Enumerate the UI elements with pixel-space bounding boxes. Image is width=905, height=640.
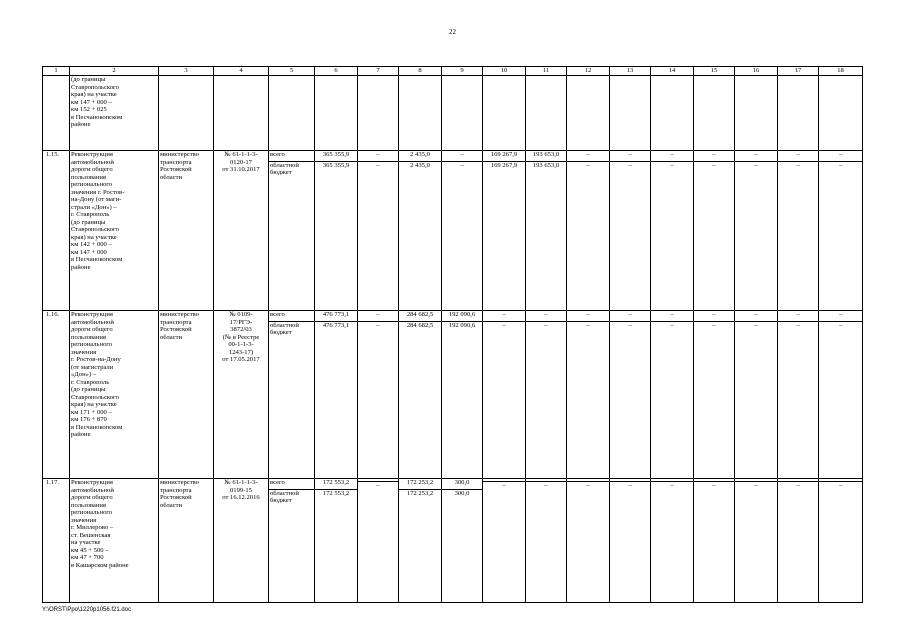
value-regional: – <box>694 481 734 490</box>
value-cell <box>526 479 567 603</box>
value-regional: – <box>610 161 650 170</box>
responsible-org-line: министерство <box>160 311 199 318</box>
value-total: – <box>712 151 716 158</box>
value-total: – <box>376 151 380 158</box>
responsible-org <box>159 151 214 311</box>
object-name <box>70 76 159 151</box>
value-regional: – <box>567 321 609 330</box>
object-name-line: (от магистрали <box>71 363 114 371</box>
value-cell <box>483 76 526 151</box>
value-cell <box>735 311 778 479</box>
funding-source-line: всего <box>270 479 285 486</box>
row-number: 1.15. <box>43 151 70 311</box>
value-cell <box>610 479 651 603</box>
value-total: 169 267,9 <box>490 151 518 158</box>
object-name-line: км 176 + 870 <box>71 416 107 423</box>
responsible-org-line: транспорта <box>160 318 192 326</box>
value-total: – <box>712 311 716 318</box>
value-total: – <box>796 311 800 318</box>
funding-source <box>269 76 315 151</box>
responsible-org-line: транспорта <box>160 158 192 166</box>
value-regional: – <box>735 481 777 490</box>
object-name-line: км 142 + 000 – <box>71 241 112 248</box>
page-number: 22 <box>449 28 456 36</box>
funding-source <box>269 479 315 603</box>
value-regional: – <box>567 161 609 170</box>
header-cell: 13 <box>610 67 651 76</box>
responsible-org <box>159 76 214 151</box>
value-total: – <box>754 311 758 318</box>
responsible-org-line: министерство <box>160 479 199 486</box>
value-cell <box>778 76 819 151</box>
value-cell <box>526 76 567 151</box>
object-name-line: дороги общего <box>71 326 113 333</box>
value-total: 365 355,9 <box>322 151 350 158</box>
responsible-org-line: Ростовской <box>160 494 192 501</box>
object-name <box>70 151 159 311</box>
value-cell <box>315 311 358 479</box>
value-cell <box>526 311 567 479</box>
responsible-org-line: области <box>160 173 183 181</box>
value-cell <box>694 151 735 311</box>
file-path-footer: Y:\ORST\Ppo\1220p1056.f21.doc <box>42 607 132 613</box>
value-cell <box>526 151 567 311</box>
value-cell <box>651 76 694 151</box>
object-name-line: автомобильной <box>71 486 114 494</box>
value-cell <box>315 76 358 151</box>
document-ref <box>214 479 269 603</box>
header-cell: 16 <box>735 67 778 76</box>
object-name-line: регионального <box>71 509 113 516</box>
value-cell <box>399 151 442 311</box>
investment-table <box>42 66 863 603</box>
object-name-line: в Кашарском районе <box>71 561 129 569</box>
value-cell <box>358 151 399 311</box>
value-regional: – <box>735 321 777 330</box>
value-total: – <box>586 311 590 318</box>
funding-source-line: областной <box>270 161 299 169</box>
value-regional: – <box>358 481 398 490</box>
object-name-line: районе <box>71 121 91 128</box>
value-cell <box>651 479 694 603</box>
object-name-line: значения <box>71 516 97 524</box>
document-ref-line: № 61-1-1-3- <box>224 479 258 486</box>
value-cell <box>567 479 610 603</box>
value-regional: 192 090,6 <box>442 321 482 330</box>
header-cell: 10 <box>483 67 526 76</box>
value-cell <box>399 76 442 151</box>
value-total: – <box>754 151 758 158</box>
document-ref-line: № 61-1-1-3- <box>224 151 258 158</box>
object-name-line: Реконструкция <box>71 151 113 158</box>
funding-source-line: бюджет <box>270 497 292 504</box>
object-name-line: дороги общего <box>71 166 113 173</box>
funding-source-line: бюджет <box>270 329 292 336</box>
object-name-line: (до границы <box>71 218 106 226</box>
value-cell <box>610 151 651 311</box>
object-name-line: г. Ростов-на-Дону <box>71 356 121 363</box>
object-name-line: пользования <box>71 501 106 509</box>
funding-source-line: областной <box>270 489 299 497</box>
value-regional: – <box>442 161 482 170</box>
responsible-org-line: области <box>160 333 183 341</box>
value-cell <box>651 311 694 479</box>
table-row <box>43 311 863 479</box>
funding-source-line: областной <box>270 321 299 329</box>
responsible-org-line: транспорта <box>160 486 192 494</box>
value-cell <box>483 479 526 603</box>
funding-source-line: всего <box>270 311 285 318</box>
object-name-line: в Песчанокопском <box>71 113 123 121</box>
value-cell <box>483 151 526 311</box>
value-regional: 300,0 <box>442 489 482 498</box>
responsible-org-line: министерство <box>160 151 199 158</box>
object-name-line: районе <box>71 431 91 438</box>
header-cell: 8 <box>399 67 442 76</box>
value-cell <box>651 151 694 311</box>
value-regional: – <box>483 321 525 330</box>
header-cell: 9 <box>442 67 483 76</box>
value-total: 476 773,1 <box>322 311 350 318</box>
value-regional: – <box>778 321 818 330</box>
table-row <box>43 76 863 151</box>
object-name-line: Ставропольского <box>71 393 119 401</box>
object-name-line: Ставропольского <box>71 226 119 233</box>
value-cell <box>399 311 442 479</box>
value-regional: – <box>651 321 693 330</box>
value-cell <box>694 311 735 479</box>
value-regional: – <box>778 481 818 490</box>
document-ref <box>214 76 269 151</box>
object-name-line: автомобильной <box>71 158 114 166</box>
object-name-line: км 171 + 000 – <box>71 408 112 416</box>
document-ref-line: 3872/03 <box>230 326 252 333</box>
responsible-org-line: области <box>160 501 183 509</box>
header-cell: 17 <box>778 67 819 76</box>
value-cell <box>442 151 483 311</box>
document-ref <box>214 151 269 311</box>
header-cell: 4 <box>214 67 269 76</box>
value-regional: – <box>694 161 734 170</box>
value-cell <box>735 76 778 151</box>
value-cell <box>819 311 863 479</box>
object-name-line: (до границы <box>71 386 106 393</box>
object-name-line: края) на участке <box>71 91 117 98</box>
object-name-line: пользования <box>71 173 106 181</box>
object-name-line: г. Ставрополь <box>71 378 110 386</box>
document-ref-line: 0199-15 <box>230 486 252 494</box>
value-total: – <box>838 311 843 318</box>
header-cell: 7 <box>358 67 399 76</box>
value-cell <box>567 76 610 151</box>
document-ref-line: 0120-17 <box>230 158 252 166</box>
value-regional: – <box>358 161 398 170</box>
value-cell <box>819 76 863 151</box>
value-cell <box>315 479 358 603</box>
row-number <box>43 76 70 151</box>
header-cell: 14 <box>651 67 694 76</box>
value-regional: – <box>651 481 693 490</box>
object-name-line: км 147 + 000 <box>71 248 107 256</box>
object-name-line: км 47 + 700 <box>71 554 104 561</box>
object-name-line: автомобильной <box>71 318 114 326</box>
document-ref-line: (№ в Реестре <box>222 333 260 341</box>
value-regional: – <box>694 321 734 330</box>
value-regional: – <box>778 161 818 170</box>
header-cell: 11 <box>526 67 567 76</box>
object-name-line: в Песчанокопском <box>71 256 123 263</box>
value-regional: – <box>819 321 862 330</box>
value-cell <box>442 76 483 151</box>
value-regional: – <box>567 481 609 490</box>
value-total: 2 435,0 <box>410 151 430 158</box>
value-cell <box>358 311 399 479</box>
value-regional: 193 653,0 <box>526 161 566 170</box>
value-total: – <box>796 151 800 158</box>
value-cell <box>819 479 863 603</box>
header-cell: 18 <box>819 67 863 76</box>
responsible-org <box>159 479 214 603</box>
value-cell <box>694 479 735 603</box>
value-regional: – <box>610 481 650 490</box>
object-name-line: Ставропольского <box>71 83 119 91</box>
document-ref-line: от 17.05.2017 <box>222 356 260 363</box>
value-total: – <box>544 311 548 318</box>
value-cell <box>778 311 819 479</box>
document-ref-line: от 16.12.2016 <box>222 494 260 501</box>
value-total: – <box>838 151 843 158</box>
document-ref-line: № 0109- <box>229 311 253 318</box>
value-total: – <box>586 151 590 158</box>
header-cell: 3 <box>159 67 214 76</box>
value-regional: – <box>526 321 566 330</box>
table-row <box>43 151 863 311</box>
header-cell: 15 <box>694 67 735 76</box>
value-total: – <box>460 151 464 158</box>
object-name <box>70 311 159 479</box>
object-name-line: Реконструкция <box>71 479 113 486</box>
row-number: 1.16. <box>43 311 70 479</box>
value-cell <box>735 151 778 311</box>
value-cell <box>778 479 819 603</box>
object-name-line: значения <box>71 348 97 356</box>
object-name-line: г. Ставрополь <box>71 211 110 218</box>
value-total: 172 553,2 <box>322 479 350 486</box>
value-total: – <box>670 311 674 318</box>
header-cell: 6 <box>315 67 358 76</box>
value-total: – <box>670 151 674 158</box>
value-cell <box>483 311 526 479</box>
value-cell <box>442 311 483 479</box>
header-row <box>43 67 863 76</box>
responsible-org <box>159 311 214 479</box>
document-ref-line: от 31.10.2017 <box>222 166 260 173</box>
value-total: 284 682,5 <box>406 311 434 318</box>
value-cell <box>610 311 651 479</box>
object-name <box>70 479 159 603</box>
document-ref-line: 00-1-1-3- <box>228 341 254 348</box>
value-total: – <box>628 311 632 318</box>
value-cell <box>694 76 735 151</box>
object-name-line: на участке <box>71 539 101 546</box>
object-name-line: районе <box>71 263 91 271</box>
value-regional: – <box>819 481 862 490</box>
value-cell <box>610 76 651 151</box>
value-total: 193 653,0 <box>532 151 560 158</box>
object-name-line: км 147 + 000 – <box>71 98 112 106</box>
object-name-line: регионального <box>71 181 113 188</box>
row-number: 1.17. <box>43 479 70 603</box>
document-ref-line: 17/РГЭ- <box>229 318 253 326</box>
value-regional: 365 355,9 <box>315 161 357 170</box>
object-name-line: Реконструкция <box>71 311 113 318</box>
object-name-line: «Дон») – <box>71 371 97 378</box>
value-regional: – <box>735 161 777 170</box>
object-name-line: края) на участке <box>71 233 117 241</box>
responsible-org-line: Ростовской <box>160 166 192 173</box>
value-total: – <box>628 151 632 158</box>
object-name-line: пользования <box>71 333 106 341</box>
value-regional: – <box>610 321 650 330</box>
header-cell: 5 <box>269 67 315 76</box>
funding-source-line: всего <box>270 151 285 158</box>
funding-source-line: бюджет <box>270 169 292 176</box>
value-cell <box>819 151 863 311</box>
object-name-line: (до границы <box>71 76 106 83</box>
table-row <box>43 479 863 603</box>
value-cell <box>358 479 399 603</box>
value-regional: 476 773,1 <box>315 321 357 330</box>
header-cell: 12 <box>567 67 610 76</box>
value-total: – <box>502 311 506 318</box>
value-regional: 284 682,5 <box>399 321 441 330</box>
object-name-line: км 152 + 025 <box>71 106 107 113</box>
object-name-line: края) на участке <box>71 401 117 408</box>
document-ref-line: 1243-17) <box>228 348 254 356</box>
value-total: 192 090,6 <box>448 311 476 318</box>
value-cell <box>567 151 610 311</box>
value-regional: – <box>651 161 693 170</box>
object-name-line: г. Миллерово – <box>71 524 114 531</box>
object-name-line: страли «Дон») – <box>71 203 117 211</box>
value-cell <box>442 479 483 603</box>
object-name-line: в Песчанокопском <box>71 423 123 431</box>
value-cell <box>567 311 610 479</box>
object-name-line: регионального <box>71 341 113 348</box>
object-name-line: км 45 + 500 – <box>71 546 109 554</box>
object-name-line: значения г. Ростов- <box>71 188 125 196</box>
document-ref <box>214 311 269 479</box>
value-regional: – <box>483 481 525 490</box>
object-name-line: на-Дону (от маги- <box>71 196 122 203</box>
value-regional: – <box>819 161 862 170</box>
funding-source <box>269 151 315 311</box>
value-total: – <box>376 311 380 318</box>
value-cell <box>778 151 819 311</box>
header-cell: 1 <box>43 67 70 76</box>
value-cell <box>735 479 778 603</box>
object-name-line: ст. Вешенская <box>71 531 111 539</box>
value-regional: – <box>526 481 566 490</box>
funding-source <box>269 311 315 479</box>
value-regional: 172 253,2 <box>399 489 441 498</box>
value-total: 172 253,2 <box>406 479 434 486</box>
value-regional: – <box>358 321 398 330</box>
value-cell <box>399 479 442 603</box>
value-cell <box>315 151 358 311</box>
header-cell: 2 <box>70 67 159 76</box>
value-regional: 172 553,2 <box>315 489 357 498</box>
responsible-org-line: Ростовской <box>160 326 192 333</box>
object-name-line: дороги общего <box>71 494 113 501</box>
value-total: 300,0 <box>454 479 470 486</box>
value-cell <box>358 76 399 151</box>
value-regional: 169 267,9 <box>483 161 525 170</box>
value-regional: 2 435,0 <box>399 161 441 170</box>
